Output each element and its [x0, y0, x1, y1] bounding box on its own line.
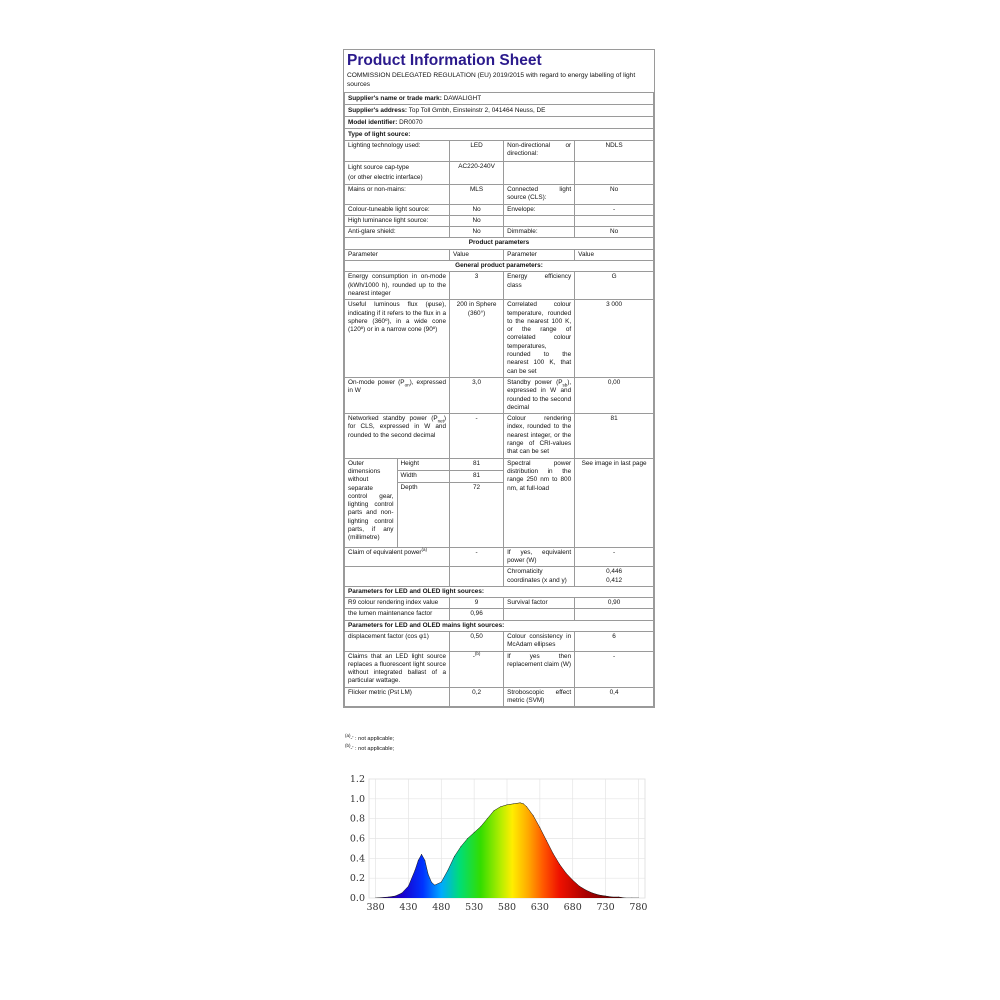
cap-value: AC220-240V	[450, 162, 504, 185]
cct-value: 3 000	[575, 300, 654, 378]
dimmable-label: Dimmable:	[504, 227, 575, 238]
chroma-x: 0,446	[606, 568, 623, 576]
equiv-label: If yes, equivalent power (W)	[504, 547, 575, 567]
data-point	[546, 840, 547, 841]
table-row	[345, 227, 654, 238]
col-parameter: Parameter	[504, 249, 575, 260]
data-point	[592, 893, 593, 894]
energy-value: 3	[450, 272, 504, 300]
networked-label-text: Networked standby power (P	[348, 415, 438, 423]
data-point	[418, 860, 419, 861]
spd-label: Spectral power distribution in the range 250 nm to 800 nm, at full-load	[504, 458, 575, 547]
footnote-b-text: -' : not applicable;	[350, 746, 395, 752]
data-point	[579, 886, 580, 887]
high-lum-label: High luminance light source:	[345, 215, 450, 226]
anti-glare-value: No	[450, 227, 504, 238]
tech-value: LED	[450, 141, 504, 162]
claims-footnote-ref: (b)	[474, 650, 481, 656]
data-point	[493, 810, 494, 811]
table-row	[345, 185, 654, 205]
model-row	[345, 117, 654, 129]
table-row	[345, 687, 654, 707]
flux-value: 200 in Sphere (360°)	[450, 300, 504, 378]
table-row	[345, 609, 654, 620]
x-tick-label: 630	[530, 902, 549, 913]
colour-tune-label: Colour-tuneable light source:	[345, 204, 450, 215]
networked-label-sub: net	[437, 418, 444, 424]
chroma-y: 0,412	[606, 576, 623, 584]
table-row	[345, 598, 654, 609]
model-label: Model identifier:	[348, 119, 398, 126]
directional-value: NDLS	[575, 141, 654, 162]
type-heading: Type of light source:	[345, 129, 654, 141]
footnote-b	[345, 744, 394, 754]
energy-label: Energy consumption in on-mode (kWh/1000 h), rounded up to the nearest integer	[345, 272, 450, 300]
flicker-label: Flicker metric (Pst LM)	[345, 687, 450, 707]
disp-label: displacement factor (cos φ1)	[345, 631, 450, 651]
data-point	[415, 870, 416, 871]
networked-label-tail: ) for CLS, expressed in W and rounded to the second decimal	[348, 415, 447, 439]
data-point	[618, 897, 619, 898]
led-heading-row	[345, 586, 654, 597]
depth-value: 72	[450, 482, 504, 547]
x-tick-label: 380	[366, 902, 385, 913]
data-point	[523, 803, 524, 804]
spectral-power-chart	[343, 772, 653, 914]
claims-value	[450, 651, 504, 687]
data-point	[467, 838, 468, 839]
outer-dimensions-label: Outer dimensions without separate control gear, lighting control parts and non-lighting control parts, if any (millimetre)	[345, 458, 398, 547]
onmode-value: 3,0	[450, 377, 504, 413]
data-point	[526, 806, 527, 807]
cap-label-line-2: (or other electric interface)	[348, 174, 423, 181]
table-row	[345, 458, 654, 470]
x-axis	[367, 902, 648, 913]
data-point	[513, 803, 514, 804]
strobe-label: Stroboscopic effect metric (SVM)	[504, 687, 575, 707]
footnotes	[345, 734, 394, 754]
chroma-label: Chromaticity coordinates (x and y)	[504, 567, 575, 587]
onmode-label-text: On-mode power (P	[348, 378, 405, 386]
y-tick-label: 0.6	[349, 833, 365, 845]
standby-value: 0,00	[575, 377, 654, 413]
y-tick-label: 0.2	[349, 873, 365, 885]
claim-footnote-ref: (a)	[421, 546, 428, 552]
survival-value: 0,90	[575, 598, 654, 609]
data-point	[474, 832, 475, 833]
data-point	[395, 896, 396, 897]
standby-label	[504, 377, 575, 413]
lumen-value: 0,96	[450, 609, 504, 620]
width-value: 81	[450, 470, 504, 482]
data-point	[599, 895, 600, 896]
replacement-value: -	[575, 651, 654, 687]
x-tick-label: 480	[432, 902, 451, 913]
x-tick-label: 730	[596, 902, 615, 913]
claims-value-text: -	[472, 652, 475, 660]
mains-value: MLS	[450, 185, 504, 205]
data-point	[559, 864, 560, 865]
data-point	[447, 870, 448, 871]
x-tick-label: 530	[465, 902, 484, 913]
r9-label: R9 colour rendering index value	[345, 598, 450, 609]
envelope-value: -	[575, 204, 654, 215]
claim-label-text: Claim of equivalent power	[348, 548, 422, 556]
table-row	[345, 651, 654, 687]
table-row	[345, 414, 654, 458]
table-row	[345, 272, 654, 300]
onmode-label-tail: ), expressed in W	[348, 378, 447, 395]
table-row	[345, 162, 654, 185]
data-point	[487, 818, 488, 819]
data-point	[388, 897, 389, 898]
table-row	[345, 377, 654, 413]
params-heading: Product parameters	[345, 238, 654, 249]
r9-value: 9	[450, 598, 504, 609]
footnote-a	[345, 734, 394, 744]
flicker-value: 0,2	[450, 687, 504, 707]
onmode-label-sub: on	[404, 382, 410, 388]
cri-label: Colour rendering index, rounded to the nearest integer, or the range of CRI-values that can be set	[504, 414, 575, 458]
width-label: Width	[397, 470, 450, 482]
cap-label	[345, 162, 450, 185]
table-row	[345, 567, 654, 587]
footnote-b-marker: (b)	[345, 743, 351, 749]
address-value: Top Toll Gmbh, Einsteinstr 2, 041464 Neuss, DE	[408, 107, 546, 114]
cls-label: Connected light source (CLS):	[504, 185, 575, 205]
general-heading-row	[345, 261, 654, 272]
data-point	[520, 802, 521, 803]
tech-label: Lighting technology used:	[345, 141, 450, 162]
height-value: 81	[450, 458, 504, 470]
data-point	[421, 854, 422, 855]
data-point	[553, 853, 554, 854]
col-parameter: Parameter	[345, 249, 450, 260]
high-lum-value: No	[450, 215, 504, 226]
supplier-value: DAWALIGHT	[443, 95, 482, 102]
data-point	[585, 890, 586, 891]
anti-glare-label: Anti-glare shield:	[345, 227, 450, 238]
model-value: DR0070	[399, 119, 423, 126]
strobe-value: 0,4	[575, 687, 654, 707]
survival-label: Survival factor	[504, 598, 575, 609]
data-point	[428, 874, 429, 875]
supplier-label: Supplier's name or trade mark:	[348, 95, 442, 102]
networked-label	[345, 414, 450, 458]
cri-value: 81	[575, 414, 654, 458]
address-row	[345, 105, 654, 117]
footnote-a-text: -' : not applicable;	[350, 736, 395, 742]
type-heading-row	[345, 129, 654, 141]
footnote-a-marker: (a)	[345, 733, 351, 739]
data-point	[605, 896, 606, 897]
envelope-label: Envelope:	[504, 204, 575, 215]
table-row	[345, 631, 654, 651]
table-row	[345, 141, 654, 162]
depth-label: Depth	[397, 482, 450, 547]
onmode-label	[345, 377, 450, 413]
data-point	[434, 885, 435, 886]
x-tick-label: 680	[563, 902, 582, 913]
claim-label	[345, 547, 450, 567]
info-table	[344, 93, 654, 707]
params-heading-row	[345, 238, 654, 249]
params-header-row	[345, 249, 654, 260]
standby-label-text: Standby power (P	[507, 378, 563, 386]
y-axis	[350, 774, 365, 904]
regulation-subtitle: COMMISSION DELEGATED REGULATION (EU) 2019/2015 with regard to energy labelling of light sources	[344, 71, 654, 93]
colour-tune-value: No	[450, 204, 504, 215]
standby-label-tail: ), expressed in W and rounded to the second decimal	[507, 378, 572, 411]
col-value: Value	[575, 249, 654, 260]
table-row	[345, 547, 654, 567]
mcadam-label: Colour consistency in McAdam ellipses	[504, 631, 575, 651]
flux-label: Useful luminous flux (φuse), indicating if it refers to the flux in a sphere (360º), in a wide cone (120º) or in a narrow cone (90º)	[345, 300, 450, 378]
spd-value: See image in last page	[575, 458, 654, 547]
led-mains-heading: Parameters for LED and OLED mains light sources:	[345, 620, 654, 631]
general-heading: General product parameters:	[345, 261, 654, 272]
directional-label: Non-directional or directional:	[504, 141, 575, 162]
data-point	[401, 893, 402, 894]
claims-label: Claims that an LED light source replaces a fluorescent light source without integrated ballast of a particular wattage.	[345, 651, 450, 687]
address-label: Supplier's address:	[348, 107, 408, 114]
data-point	[408, 886, 409, 887]
data-point	[480, 826, 481, 827]
y-tick-label: 1.0	[349, 793, 365, 805]
lumen-label: the lumen maintenance factor	[345, 609, 450, 620]
chroma-value	[575, 567, 654, 587]
data-point	[454, 856, 455, 857]
supplier-row	[345, 93, 654, 105]
data-point	[572, 880, 573, 881]
data-point	[424, 860, 425, 861]
cls-value: No	[575, 185, 654, 205]
x-tick-label: 780	[629, 902, 648, 913]
x-tick-label: 580	[497, 902, 517, 913]
data-point	[461, 846, 462, 847]
x-tick-label: 430	[399, 902, 418, 913]
y-tick-label: 0.4	[349, 853, 365, 865]
height-label: Height	[397, 458, 450, 470]
data-point	[566, 873, 567, 874]
efficiency-label: Energy efficiency class	[504, 272, 575, 300]
replacement-label: If yes then replacement claim (W)	[504, 651, 575, 687]
standby-label-sub: sb	[562, 382, 568, 388]
col-value: Value	[450, 249, 504, 260]
table-row	[345, 300, 654, 378]
table-row	[345, 215, 654, 226]
efficiency-value: G	[575, 272, 654, 300]
data-point	[533, 815, 534, 816]
product-information-sheet	[343, 49, 655, 708]
led-heading: Parameters for LED and OLED light sources:	[345, 586, 654, 597]
led-mains-heading-row	[345, 620, 654, 631]
cap-label-line-1: Light source cap-type	[348, 164, 410, 171]
y-tick-label: 1.2	[349, 774, 365, 785]
y-tick-label: 0.0	[349, 893, 365, 904]
mcadam-value: 6	[575, 631, 654, 651]
networked-value: -	[450, 414, 504, 458]
data-point	[539, 827, 540, 828]
mains-label: Mains or non-mains:	[345, 185, 450, 205]
equiv-value: -	[575, 547, 654, 567]
page-title: Product Information Sheet	[347, 52, 542, 69]
table-row	[345, 204, 654, 215]
y-tick-label: 0.8	[349, 813, 365, 825]
disp-value: 0,50	[450, 631, 504, 651]
data-point	[431, 882, 432, 883]
data-point	[507, 804, 508, 805]
dimmable-value: No	[575, 227, 654, 238]
data-point	[441, 882, 442, 883]
data-point	[500, 806, 501, 807]
cct-label: Correlated colour temperature, rounded to the nearest 100 K, or the range of correlated colour temperatures, rounded to the nearest 100 K, that can be set	[504, 300, 575, 378]
data-point	[612, 897, 613, 898]
claim-value: -	[450, 547, 504, 567]
